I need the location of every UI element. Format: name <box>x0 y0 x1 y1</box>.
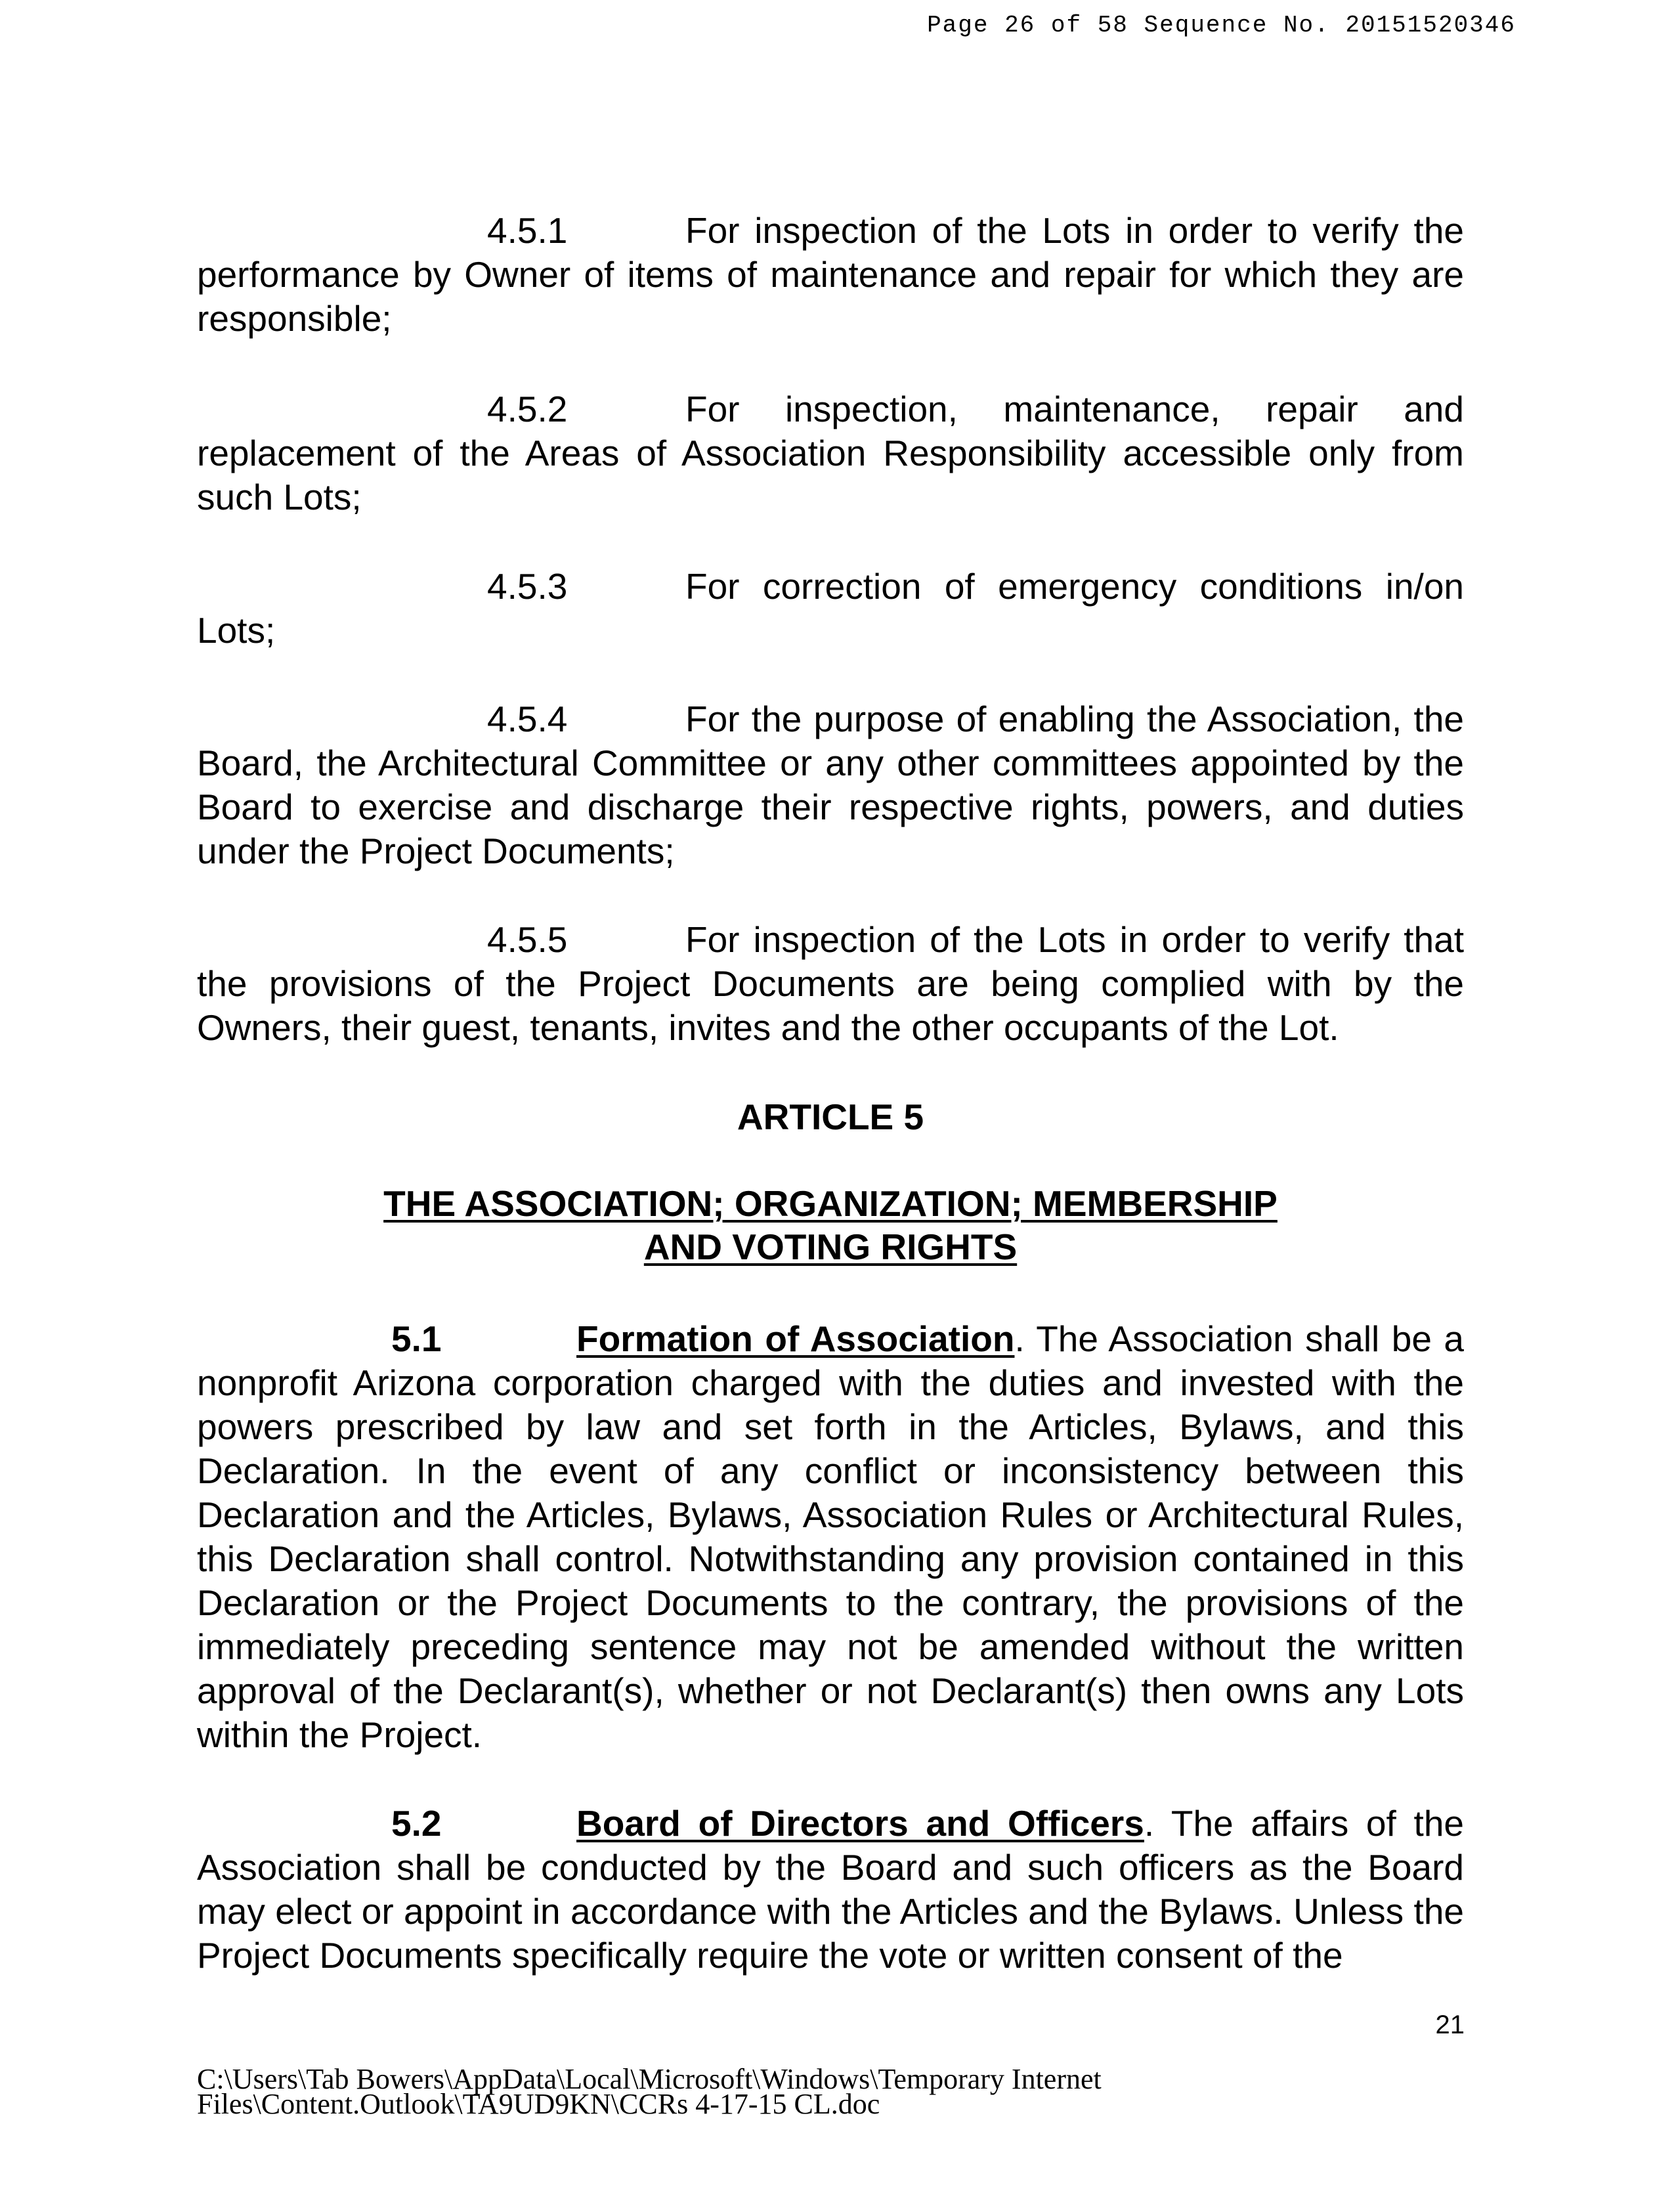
subsection-4-5-2 <box>197 387 1464 519</box>
page-number: 21 <box>1435 2010 1465 2039</box>
subsection-number: 4.5.2 <box>487 389 568 429</box>
subsection-text: For correction of emergency conditions in/on <box>685 566 1464 607</box>
section-5-2 <box>197 1802 1464 1978</box>
subsection-text: For inspection of the Lots in order to verify that the provisions of the Project Documents are being complied with by the Owners, their guest, tenants, invites and the other occupants of the Lot. <box>197 919 1464 1048</box>
subsection-number: 4.5.3 <box>487 566 568 607</box>
article-title-line-2 <box>197 1225 1464 1269</box>
subsection-continuation: Lots; <box>197 610 276 651</box>
section-5-1 <box>197 1317 1464 1757</box>
file-path-line-2: Files\Content.Outlook\TA9UD9KN\CCRs 4-17-15 CL.doc <box>197 2088 880 2120</box>
subsection-number: 4.5.5 <box>487 919 568 960</box>
subsection-4-5-5 <box>197 918 1464 1050</box>
section-title: Formation of Association <box>576 1318 1015 1359</box>
article-label: ARTICLE 5 <box>737 1096 924 1137</box>
section-text: . The Association shall be a nonprofit Arizona corporation charged with the duties and invested with the powers prescribed by law and set forth in the Articles, Bylaws, and this Declaration. In the event of any conflict or inconsistency between this Declaration and the Articles, Bylaws, Association Rules or Architectural Rules, this Declaration shall control. Notwithstanding any provision contained in this Declaration or the Project Documents to the contrary, the provisions of the immediately preceding sentence may not be amended without the written approval of the Declarant(s), whether or not Declarant(s) then owns any Lots within the Project. <box>197 1318 1464 1755</box>
page-sequence-stamp: Page 26 of 58 Sequence No. 20151520346 <box>927 12 1516 39</box>
subsection-4-5-1 <box>197 209 1464 341</box>
section-text: . The affairs of the Association shall be conducted by the Board and such officers as the Board may elect or appoint in accordance with the Articles and the Bylaws. Unless the Project Documents specifically require the vote or written consent of the <box>197 1803 1464 1976</box>
subsection-4-5-3 <box>197 565 1464 653</box>
section-number: 5.2 <box>391 1803 442 1844</box>
subsection-text: For inspection, maintenance, repair and replacement of the Areas of Association Responsibility accessible only from such Lots; <box>197 389 1464 517</box>
subsection-number: 4.5.1 <box>487 210 568 251</box>
section-title: Board of Directors and Officers <box>576 1803 1144 1844</box>
subsection-text: For inspection of the Lots in order to verify the performance by Owner of items of maintenance and repair for which they are responsible; <box>197 210 1464 339</box>
subsection-number: 4.5.4 <box>487 699 568 739</box>
article-title-line-1 <box>197 1182 1464 1226</box>
subsection-text: For the purpose of enabling the Association, the Board, the Architectural Committee or any other committees appointed by the Board to exercise and discharge their respective rights, powers, and duties under the Project Documents; <box>197 699 1464 871</box>
article-title-text: THE ASSOCIATION; ORGANIZATION; MEMBERSHIP <box>383 1183 1278 1224</box>
article-title-text: AND VOTING RIGHTS <box>643 1226 1018 1267</box>
subsection-4-5-4 <box>197 697 1464 873</box>
section-number: 5.1 <box>391 1318 442 1359</box>
file-path-footer <box>197 2063 1313 2120</box>
file-path-line-1: C:\Users\Tab Bowers\AppData\Local\Microsoft\Windows\Temporary Internet <box>197 2063 1102 2095</box>
